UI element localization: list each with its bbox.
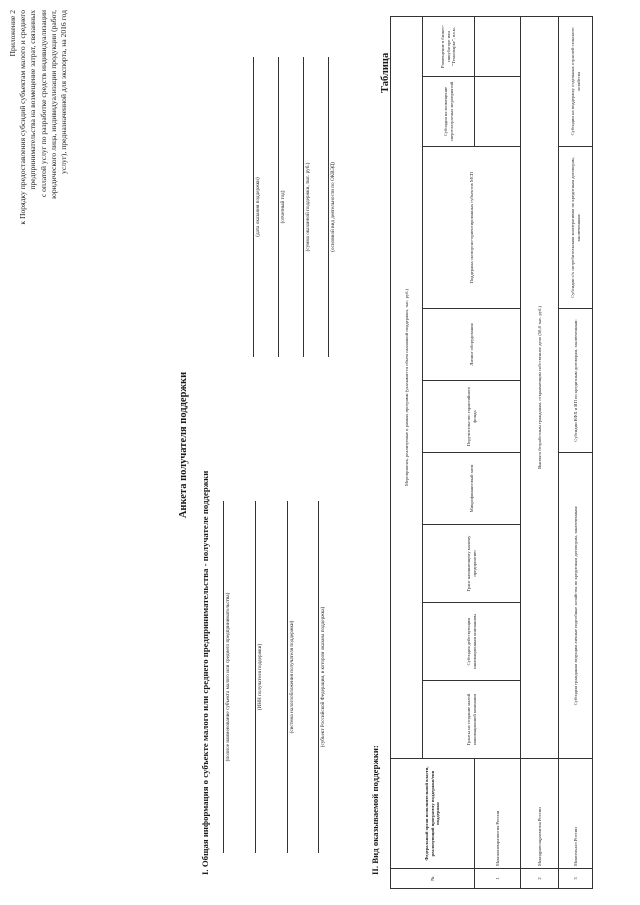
appendix-line: услуг), предназначенной для экспорта, на 2016 год bbox=[59, 10, 69, 174]
fill-line bbox=[255, 501, 256, 853]
row-num: 3 bbox=[559, 869, 593, 889]
appendix-line: к Порядку предоставления субсидий субъектам малого и среднего bbox=[18, 10, 28, 225]
table-cell: Субсидии с/х потребительским кооперативам по кредитным договорам, заключенным: bbox=[559, 147, 593, 309]
header-measures: Мероприятия, реализуемые в рамках программ (указывается объем оказанной поддержки, тыс. руб.) bbox=[391, 16, 423, 758]
appendix-line: с оплатой услуг по разработке средств индивидуализации bbox=[38, 10, 48, 198]
field-caption: (отчетный год) bbox=[280, 190, 286, 224]
fill-line bbox=[318, 501, 319, 853]
table-cell: Микрофинансовый заем bbox=[423, 453, 521, 525]
fill-line bbox=[303, 57, 304, 357]
table-label: Таблица bbox=[380, 52, 391, 93]
table-cell: Поручительство гарантийного фонда bbox=[423, 381, 521, 453]
header-num: № bbox=[391, 869, 475, 889]
table-cell bbox=[475, 16, 521, 76]
fill-line bbox=[253, 57, 254, 357]
table-row bbox=[423, 16, 475, 888]
field-caption: (система налогообложения получателя поддержки) bbox=[289, 620, 295, 734]
fill-line bbox=[278, 57, 279, 357]
table-cell: Грант начинающему малому предприятию bbox=[423, 525, 521, 603]
table-cell bbox=[475, 77, 521, 147]
header-org: Федеральный орган исполнительной власти, реализующий программу поддержки/тип поддержки bbox=[391, 759, 475, 869]
appendix-header bbox=[8, 10, 69, 350]
table-cell: Субсидии КФХ и ИП по кредитным договорам, заключенным: bbox=[559, 309, 593, 453]
table-cell: Субсидии гражданам ведущим личные подсобные хозяйства по кредитным договорам, заключенным: bbox=[559, 453, 593, 759]
table-cell: Лизинг оборудования bbox=[423, 309, 521, 381]
section-1-heading: I. Общая информация о субъекте малого или среднего предпринимательства - получателе поддержки bbox=[200, 470, 210, 875]
appendix-line: предпринимательства на возмещение затрат, связанных bbox=[28, 10, 38, 190]
row-num: 1 bbox=[475, 869, 521, 889]
field-caption: (дата оказания поддержки) bbox=[255, 177, 261, 237]
form-title: Анкета получателя поддержки bbox=[178, 371, 189, 519]
field-caption: (основной вид деятельности по ОКВЭД) bbox=[330, 162, 336, 252]
table-cell: Субсидия на возмещение энергозатратных мероприятий bbox=[423, 77, 475, 147]
row-org: Минэкономразвития России bbox=[475, 759, 521, 869]
row-org: Минздравсоцразвития России bbox=[521, 759, 559, 869]
table-cell: Субсидия действующим инновационным компаниям bbox=[423, 603, 521, 681]
table-row bbox=[559, 16, 593, 888]
field-caption: (полное наименование субъекта малого или среднего предпринимательства) bbox=[225, 592, 231, 762]
field-caption: (сумма оказанной поддержки, тыс. руб.) bbox=[305, 162, 311, 252]
table-cell: Размещение в бизнес-инкубаторе или "Технопарке", пл.м. bbox=[423, 16, 475, 76]
fill-line bbox=[223, 501, 224, 853]
fill-line bbox=[328, 57, 329, 357]
row-num: 2 bbox=[521, 869, 559, 889]
table-row bbox=[391, 16, 423, 888]
table-row bbox=[521, 16, 559, 888]
table-cell: Поддержка экспортно-ориентированных субъектов МСП bbox=[423, 147, 521, 309]
field-caption: (ИНН получателя поддержки) bbox=[257, 643, 263, 711]
table-cell: Субсидии на поддержку отдельных отраслей сельского хозяйства bbox=[559, 16, 593, 146]
field-caption: (субъект Российской Федерации, в котором оказана поддержка) bbox=[320, 606, 326, 748]
fill-line bbox=[287, 501, 288, 853]
support-table bbox=[390, 16, 593, 889]
row-org: Минсельхоз России bbox=[559, 759, 593, 869]
table-cell: Выплата безработным гражданам, открывающим собственное дело (58,8 тыс. руб.) bbox=[521, 16, 559, 758]
appendix-line: юридического лица, индивидуализации продукции (работ, bbox=[48, 10, 58, 199]
appendix-line: Приложение 2 bbox=[8, 10, 17, 57]
section-2-heading: II. Вид оказываемой поддержки: bbox=[370, 745, 380, 875]
table-cell: Гранты на создание малой инновационной компании bbox=[423, 681, 521, 759]
